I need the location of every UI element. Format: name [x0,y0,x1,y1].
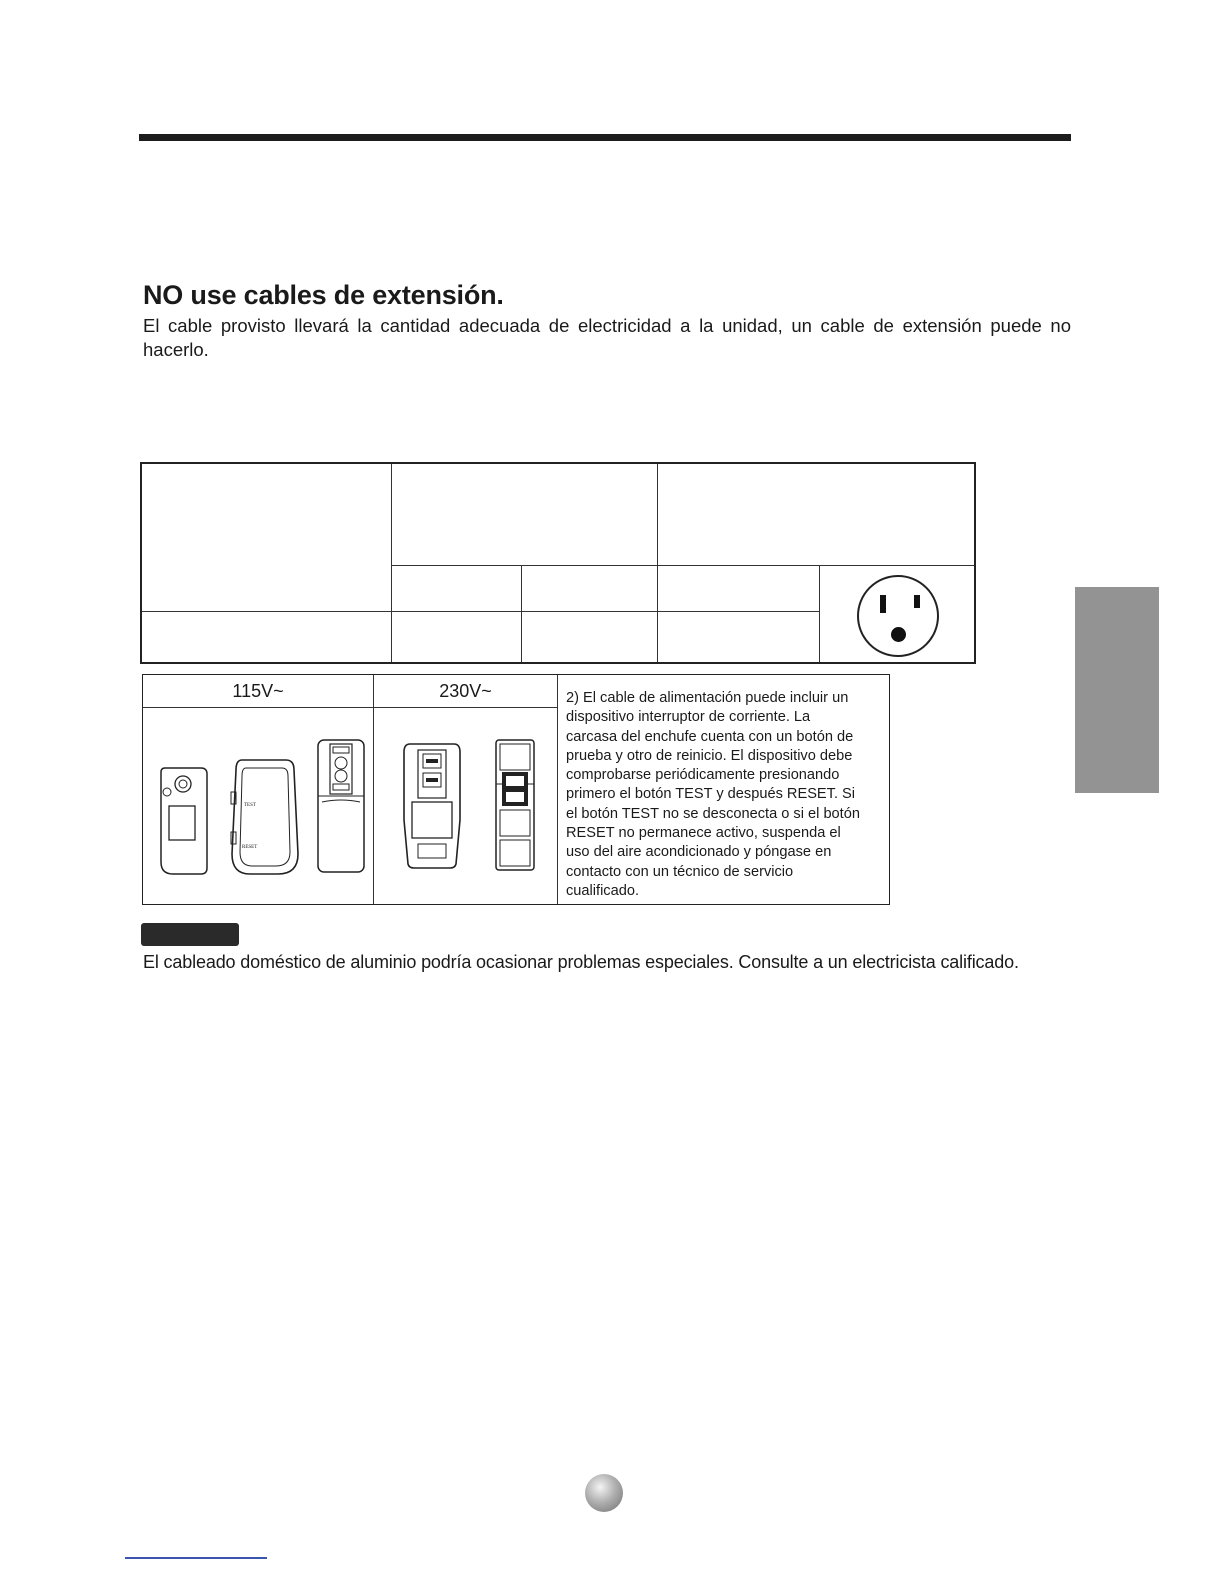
gfci-230v-cord-device-icon [492,738,538,872]
outlet-slot-left [880,595,886,613]
table-divider [391,565,974,566]
table-divider [521,565,522,662]
desc-line: cualificado. [566,882,640,899]
table-divider [373,675,374,904]
paragraph-line-2: hacerlo. [143,339,209,360]
outlet-table [140,462,976,664]
top-rule [139,134,1071,141]
bottom-link-underline[interactable] [125,1557,267,1559]
note-text: El cableado doméstico de aluminio podría ocasionar problemas especiales. Consulte a un electricista calificado. [143,952,1019,972]
gfci-device-icon [228,754,300,878]
outlet-slot-right [914,595,920,608]
table-divider [142,611,819,612]
remote-gfci-device-icon [316,738,366,874]
outlet-ground-hole [891,627,906,642]
desc-line: primero el botón TEST y después RESET. Si [566,786,856,803]
test-label: TEST [244,803,256,808]
desc-line: comprobarse periódicamente presionando [566,767,840,784]
page-number-circle [585,1474,623,1512]
section-side-tab [1075,587,1159,793]
col-115v-header: 115V~ [232,681,284,701]
reset-label: RESET [242,845,258,850]
table-divider [391,464,392,662]
table-divider [143,707,557,708]
paragraph-line-1: El cable provisto llevará la cantidad adecuada de electricidad a la unidad, un cable de extensión puede no [143,315,1071,336]
desc-line: carcasa del enchufe cuenta con un botón de [566,728,854,745]
desc-line: 2) El cable de alimentación puede incluir un [566,690,849,706]
table-divider [557,675,558,904]
note-badge [141,923,239,946]
extension-cord-paragraph [143,314,1071,362]
plug-device-icon [155,766,211,876]
section-heading: NO use cables de extensión. [143,280,504,310]
desc-line: RESET no permanece activo, suspenda el [566,825,841,842]
desc-line: contacto con un técnico de servicio [566,863,794,880]
outlet-receptacle-icon [857,575,939,657]
col-230v-header: 230V~ [439,681,492,701]
table-divider [819,565,820,662]
table-divider [657,464,658,662]
desc-line: uso del aire acondicionado y póngase en [566,844,832,861]
desc-line: el botón TEST no se desconecta o si el botón [566,805,860,822]
gfci-230v-device-icon [400,740,464,872]
desc-line: dispositivo interruptor de corriente. La [566,709,811,726]
device-description [566,689,886,901]
desc-line: prueba y otro de reinicio. El dispositivo debe [566,747,853,764]
